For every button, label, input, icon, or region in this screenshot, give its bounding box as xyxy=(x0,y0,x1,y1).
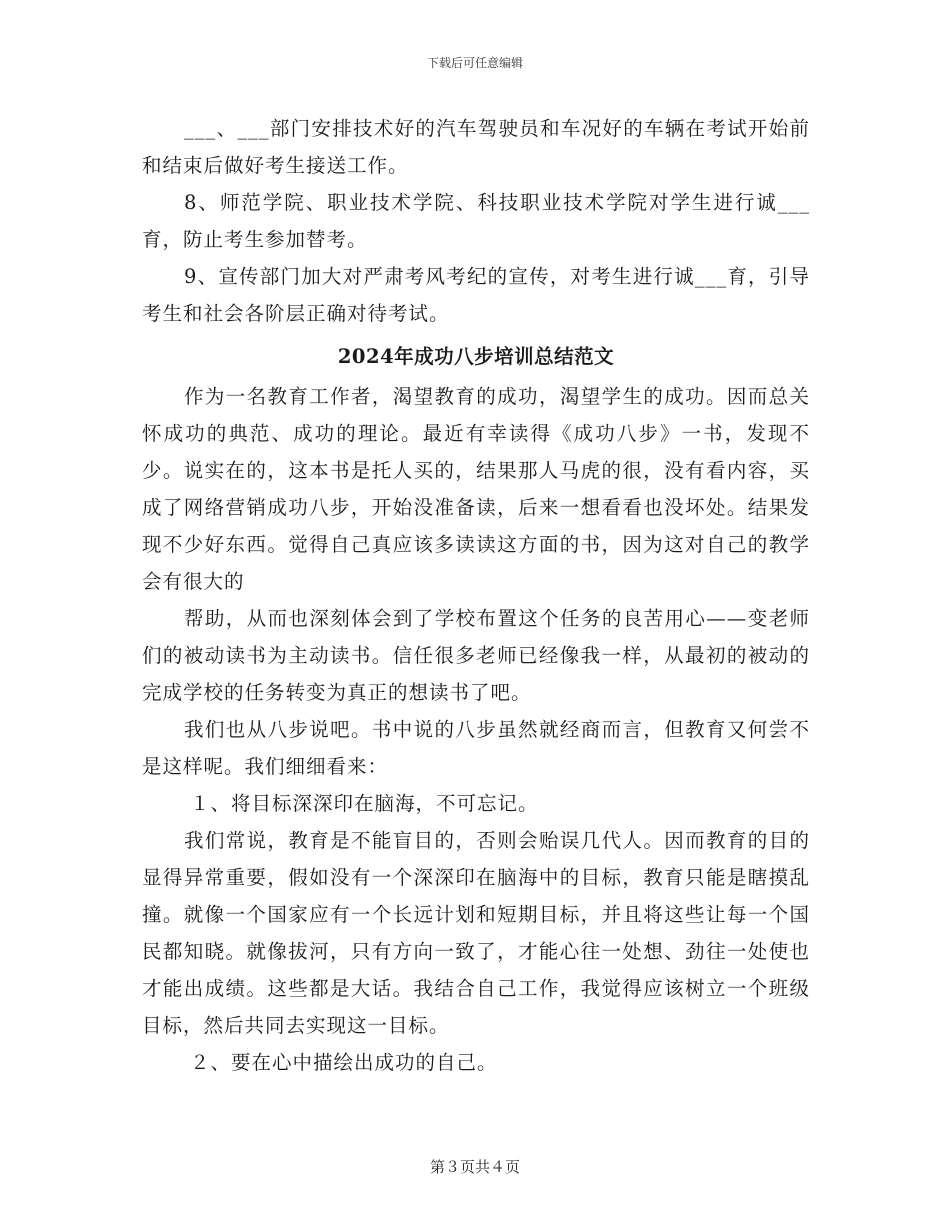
list-item-step-2: ２、要在心中描绘出成功的自己。 xyxy=(190,1051,498,1074)
page-number-footer: 第３页共４页 xyxy=(429,1158,520,1176)
paragraph-step-1-body: 我们常说，教育是不能盲目的，否则会贻误几代人。因而教育的目的显得异常重要，假如没有一个深深印在脑海中的目标，教育只能是瞎摸乱撞。就像一个国家应有一个长远计划和短期目标，并且将这些让每一个国民都知晓。就像拔河，只有方向一致了，才能心往一处想、劲往一处使也才能出成绩。这些都是大话。我结合自己工作，我觉得应该树立一个班级目标，然后共同去实现这一目标。 xyxy=(142,829,810,1037)
paragraph-eight-steps: 我们也从八步说吧。书中说的八步虽然就经商而言，但教育又何尝不是这样呢。我们细细看来： xyxy=(142,718,810,778)
paragraph-item-9: 9、宣传部门加大对严肃考风考纪的宣传，对考生进行诚___育，引导考生和社会各阶层正确对待考试。 xyxy=(142,265,810,325)
paragraph-help: 帮助，从而也深刻体会到了学校布置这个任务的良苦用心——变老师们的被动读书为主动读书。信任很多老师已经像我一样，从最初的被动的完成学校的任务转变为真正的想读书了吧。 xyxy=(142,607,810,704)
section-title: 2024年成功八步培训总结范文 xyxy=(337,345,615,368)
list-item-step-1: １、将目标深深印在脑海，不可忘记。 xyxy=(190,792,539,815)
paragraph-intro: 作为一名教育工作者，渴望教育的成功，渴望学生的成功。因而总关怀成功的典范、成功的理论。最近有幸读得《成功八步》一书，发现不少。说实在的，这本书是托人买的，结果那人马虎的很，没有看内容，买成了网络营销成功八步，开始没准备读，后来一想看看也没坏处。结果发现不少好东西。觉得自己真应该多读读这方面的书，因为这对自己的教学会有很大的 xyxy=(142,385,810,593)
paragraph-item-8: 8、师范学院、职业技术学院、科技职业技术学院对学生进行诚___育，防止考生参加替考。 xyxy=(142,191,810,251)
document-body xyxy=(142,110,810,1081)
paragraph-transport: ___、___部门安排技术好的汽车驾驶员和车况好的车辆在考试开始前和结束后做好考生接送工作。 xyxy=(142,117,810,177)
page-header-note: 下载后可任意编辑 xyxy=(426,56,523,70)
